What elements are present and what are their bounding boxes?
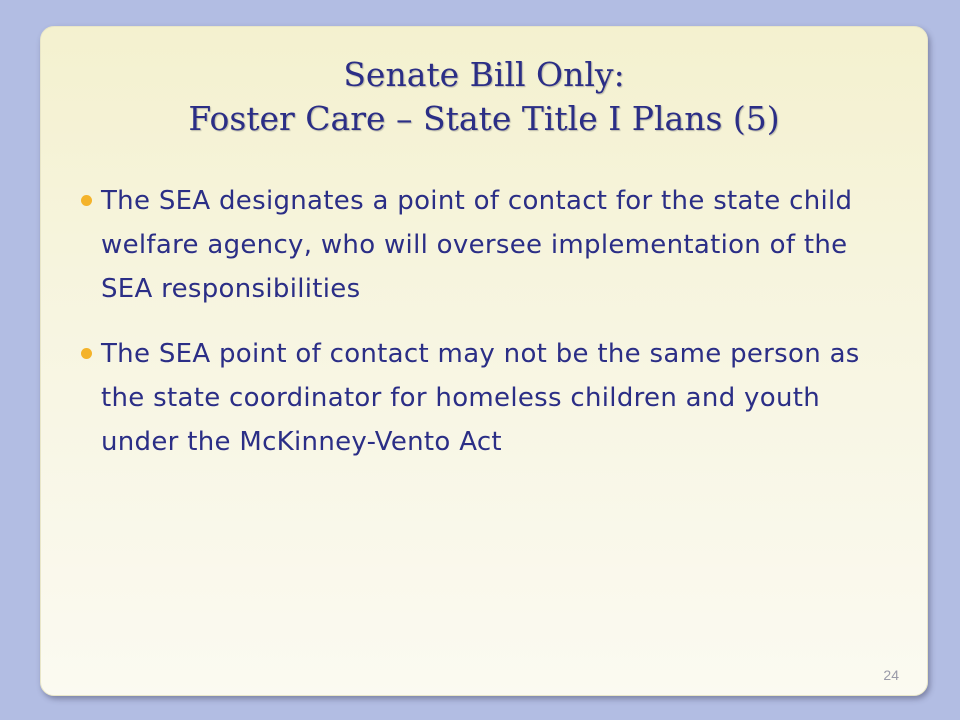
bullet-item: [81, 332, 901, 464]
slide-card: [40, 26, 928, 696]
slide-title-line-2: Foster Care – State Title I Plans (5): [188, 99, 780, 138]
bullet-dot-icon: [81, 348, 92, 359]
bullet-dot-icon: [81, 195, 92, 206]
bullet-text: The SEA point of contact may not be the same person as the state coordinator for homeless children and youth under the McKinney-Vento Act: [101, 339, 860, 457]
bullet-list: [81, 179, 901, 485]
slide-number: 24: [883, 667, 899, 683]
slide-title-line-1: Senate Bill Only:: [343, 55, 625, 94]
bullet-text: The SEA designates a point of contact for the state child welfare agency, who will oversee implementation of the SEA responsibilities: [101, 186, 853, 304]
slide-title: [41, 53, 927, 141]
bullet-item: [81, 179, 901, 311]
